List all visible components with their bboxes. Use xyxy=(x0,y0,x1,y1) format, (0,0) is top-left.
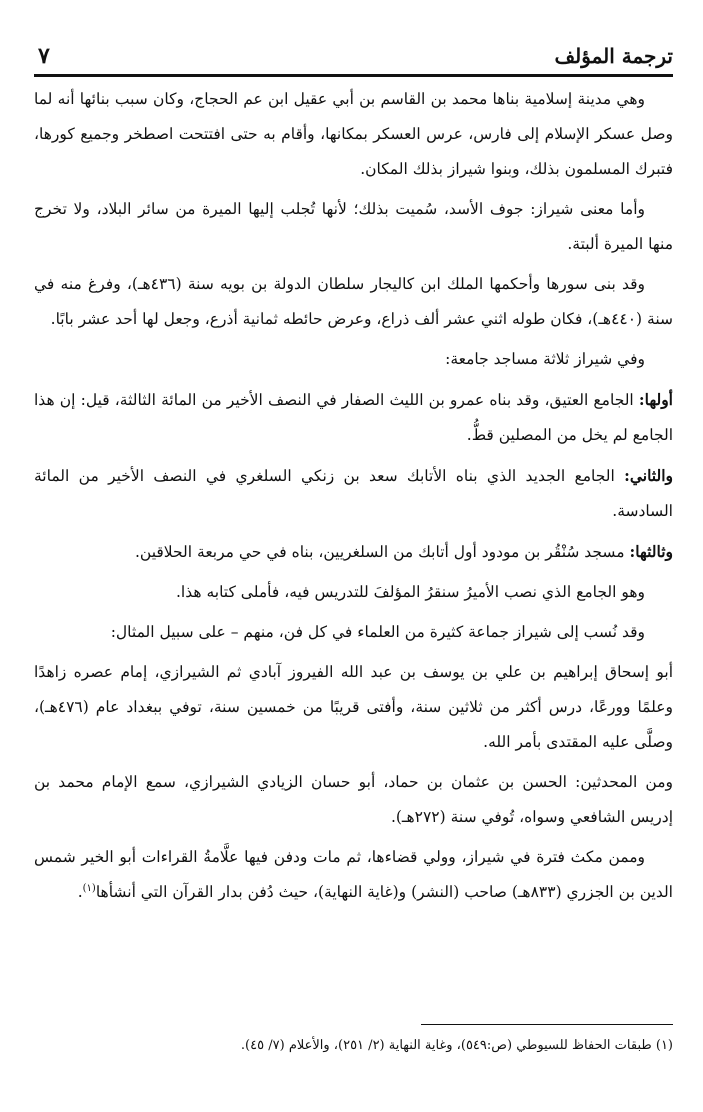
paragraph-first-mosque: أولها: الجامع العتيق، وقد بناه عمرو بن الليث الصفار في النصف الأخير من المائة الثالثة، قيل: إن هذا الجامع لم يخل من المصلين قطُّ. xyxy=(34,390,673,444)
paragraph-lead: والثاني: xyxy=(624,466,673,485)
paragraph-author-teaching: وهو الجامع الذي نصب الأميرُ سنقرُ المؤلفَ للتدريس فيه، فأملى كتابه هذا. xyxy=(175,583,645,601)
paragraph-city-wall: وقد بنى سورها وأحكمها الملك ابن كاليجار سلطان الدولة بن بويه سنة (٤٣٦هـ)، وفرغ منه في سنة (٤٤٠هـ)، فكان طوله اثني عشر ألف ذراع، وعرض حائطه ثمانية أذرع، وجعل لها أحد عشر بابًا. xyxy=(34,275,673,328)
paragraph-shiraz-founding: وهي مدينة إسلامية بناها محمد بن القاسم بن أبي عقيل ابن عم الحجاج، وكان سبب بنائها أنه لما وصل عسكر الإسلام إلى فارس، عرس العسكر بمكانها، وأقام به حتى افتتحت اصطخر وجميع كورها، فتبرك المسلمون بذلك، وبنوا شيراز بذلك المكان. xyxy=(34,90,673,178)
running-head: ترجمة المؤلف xyxy=(554,44,673,68)
footnote-reference[interactable]: (١) xyxy=(82,882,96,894)
paragraph-shiraz-meaning: وأما معنى شيراز: جوف الأسد، سُميت بذلك؛ لأنها تُجلب إليها الميرة من سائر البلاد، ولا تخرج منها الميرة ألبتة. xyxy=(34,200,673,253)
page-header xyxy=(34,42,673,77)
footnote-divider xyxy=(421,1024,673,1025)
paragraph-mosques-intro: وفي شيراز ثلاثة مساجد جامعة: xyxy=(445,350,645,368)
paragraph-muhaddithin: ومن المحدثين: الحسن بن عثمان بن حماد، أبو حسان الزيادي الشيرازي، سمع الإمام محمد بن إدريس الشافعي وسواه، تُوفي سنة (٢٧٢هـ). xyxy=(34,773,673,826)
paragraph-ibn-al-jazari: وممن مكث فترة في شيراز، وولي قضاءها، ثم مات ودفن فيها علَّامةُ القراءات أبو الخير شمس الدين بن الجزري (٨٣٣هـ) صاحب (النشر) و(غاية النهاية)، حيث دُفن بدار القرآن التي أنشأها$^{(١)}$. xyxy=(34,848,673,901)
paragraph-second-mosque: والثاني: الجامع الجديد الذي بناه الأتابك سعد بن زنكي السلغري في النصف الأخير من المائة السادسة. xyxy=(34,466,673,520)
paragraph-lead: وثالثها: xyxy=(629,542,673,561)
paragraph-lead: أولها: xyxy=(638,390,673,409)
paragraph-abu-ishaq: أبو إسحاق إبراهيم بن علي بن يوسف بن عبد الله الفيروز آبادي ثم الشيرازي، إمام عصره زاهدًا وعلمًا وورعًا، درس أكثر من ثلاثين سنة، وأفتى قريبًا من خمسين سنة، توفي ببغداد عام (٤٧٦هـ)، وصلَّى عليه المقتدى بأمر الله. xyxy=(34,663,673,751)
body-text xyxy=(34,82,673,915)
footnote: (١) طبقات الحفاظ للسيوطي (ص:٥٤٩)، وغاية النهاية (٢/ ٢٥١)، والأعلام (٧/ ٤٥). xyxy=(240,1038,673,1053)
paragraph-scholars-intro: وقد نُسب إلى شيراز جماعة كثيرة من العلماء في كل فن، منهم – على سبيل المثال: xyxy=(110,623,645,641)
page-number: ٧ xyxy=(38,43,50,69)
paragraph-third-mosque: وثالثها: مسجد سُنْقُر بن مودود أول أتابك من السلغريين، بناه في حي مربعة الحلاقين. xyxy=(134,542,673,561)
